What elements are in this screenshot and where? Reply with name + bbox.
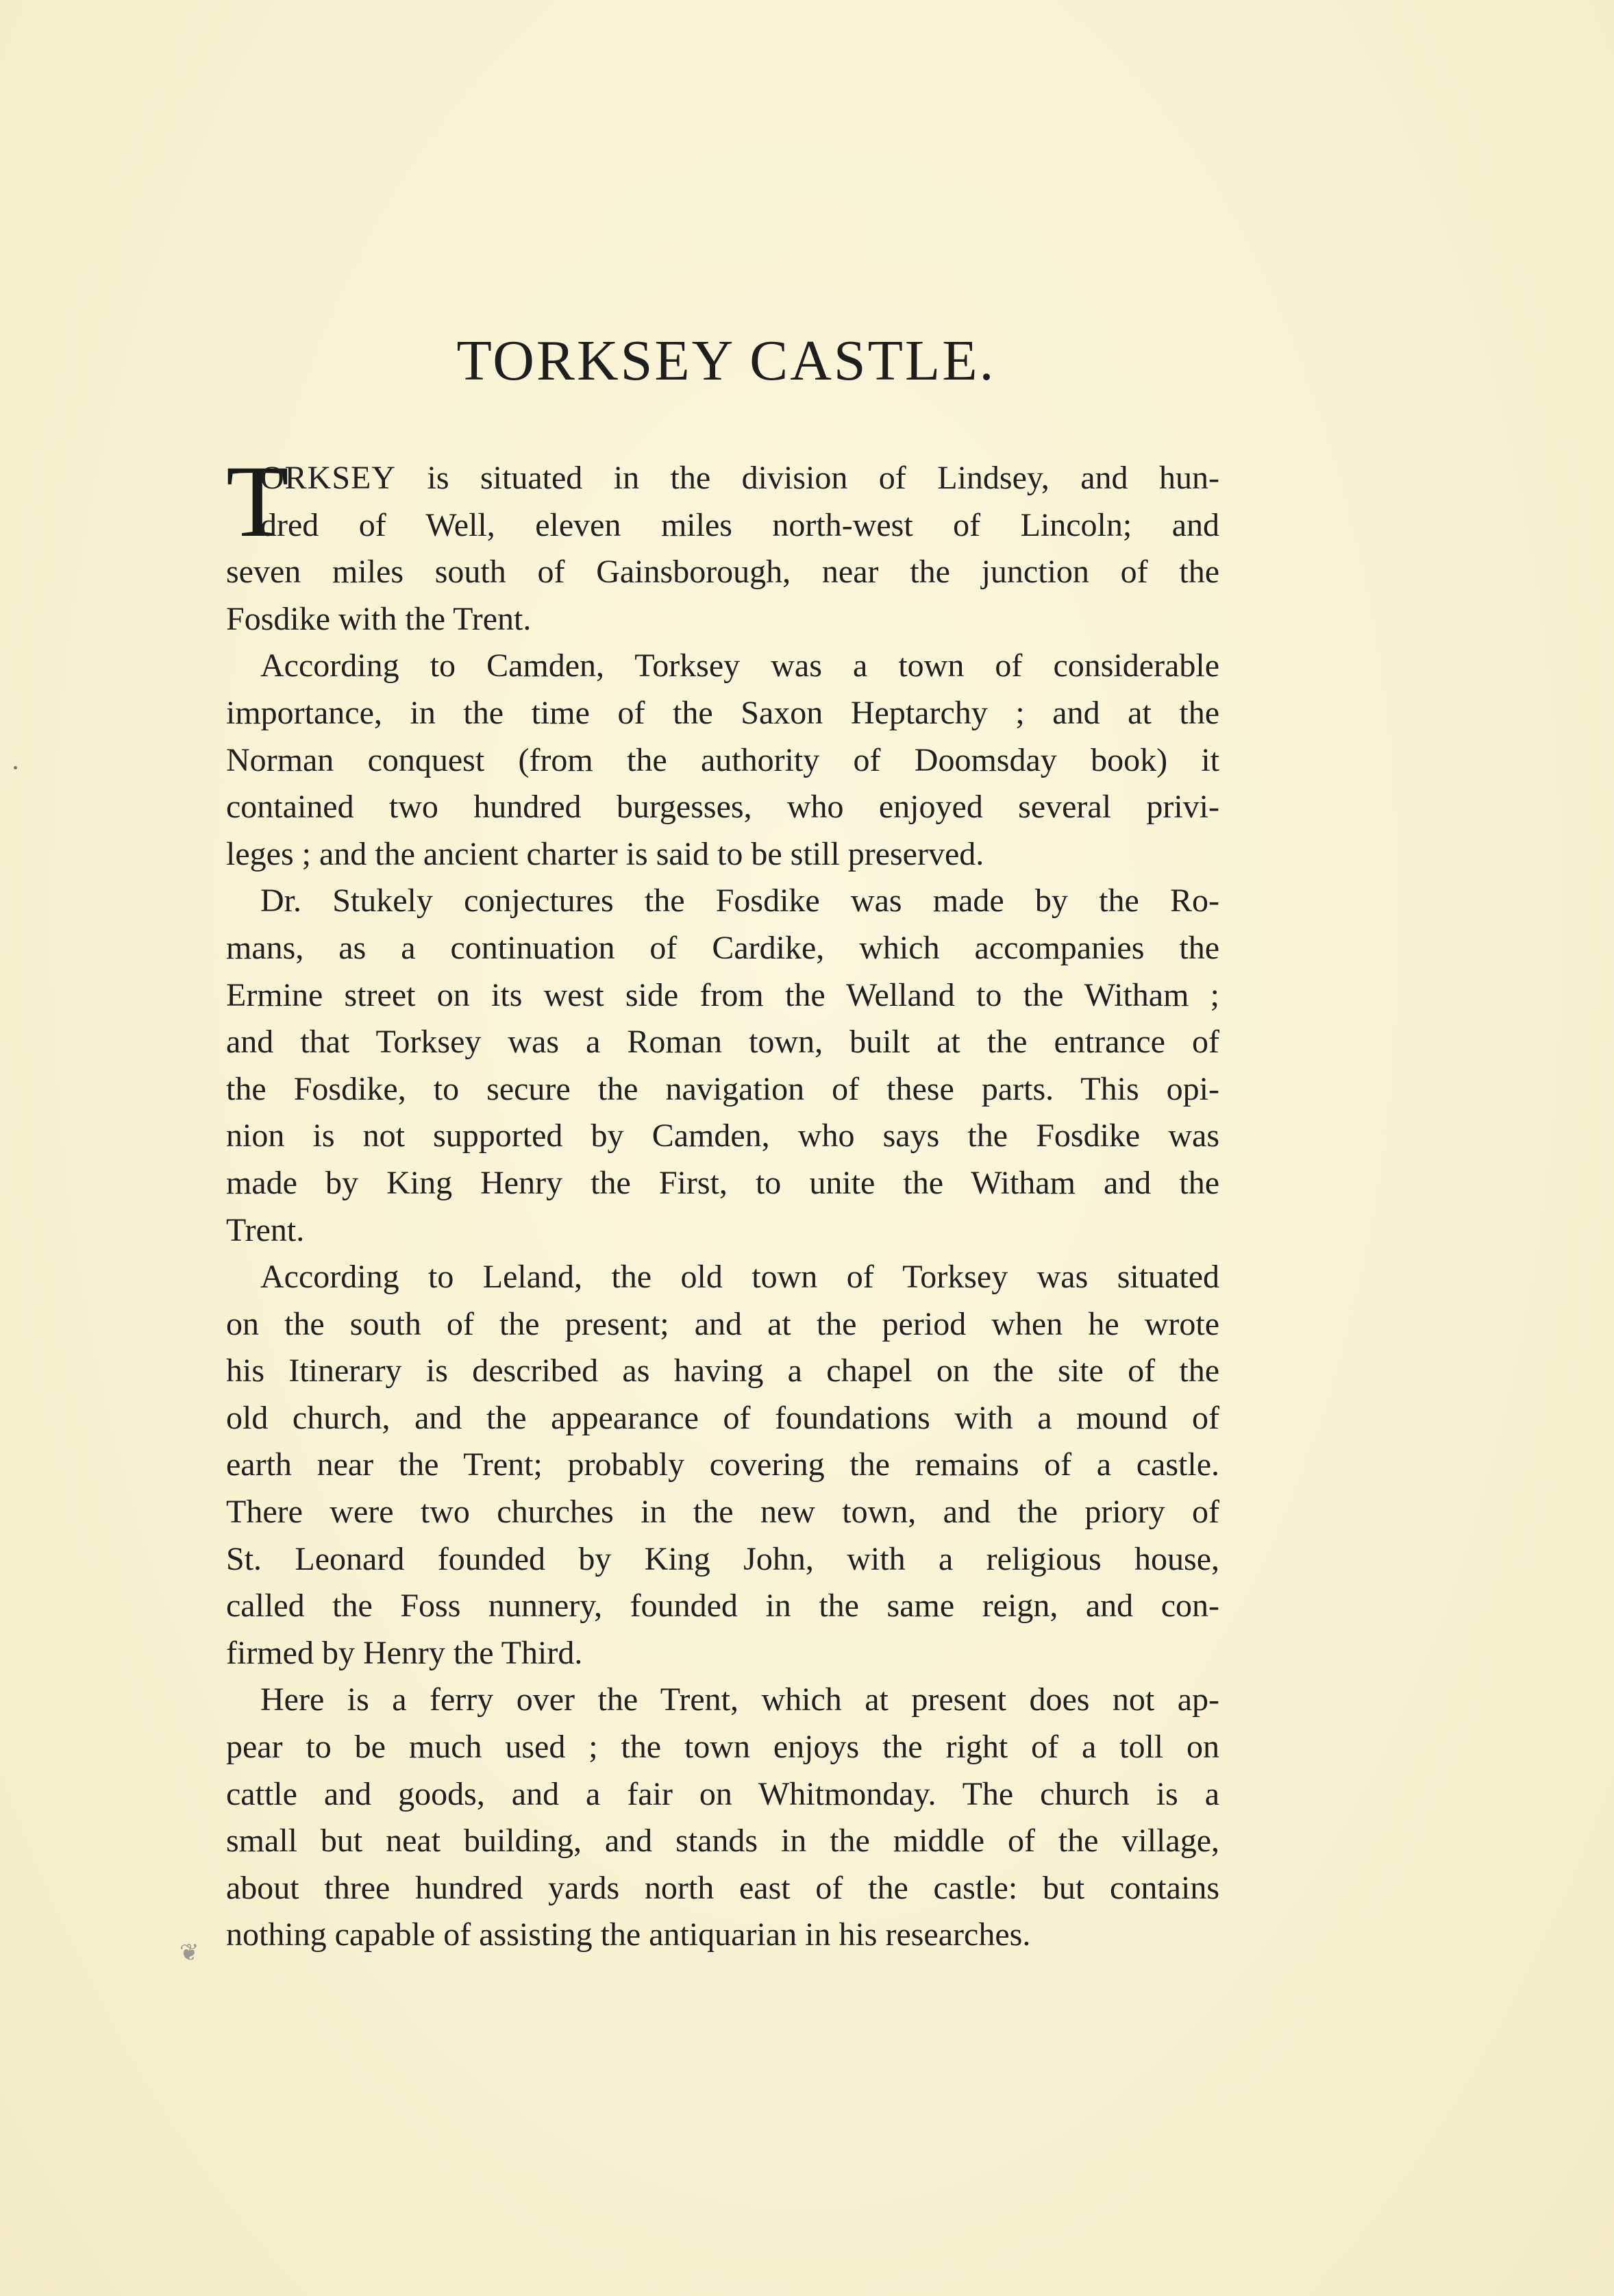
text-line: Norman conquest (from the authority of Doomsday book) it <box>226 741 1219 778</box>
page-title: TORKSEY CASTLE. <box>456 329 996 393</box>
text-line: earth near the Trent; probably covering the remains of a castle. <box>226 1446 1219 1483</box>
text-line: importance, in the time of the Saxon Heptarchy ; and at the <box>226 694 1219 731</box>
text-line: There were two churches in the new town, and the priory of <box>226 1494 1219 1531</box>
text-line: nothing capable of assisting the antiquarian in his researches. <box>226 1916 1031 1953</box>
text-line: his Itinerary is described as having a chapel on the site of the <box>226 1353 1219 1390</box>
text-line: contained two hundred burgesses, who enjoyed several privi- <box>226 789 1219 826</box>
text-line: According to Camden, Torksey was a town of considerable <box>260 647 1219 684</box>
text-line: leges ; and the ancient charter is said to be still preserved. <box>226 835 984 872</box>
text-line: Here is a ferry over the Trent, which at present does not ap- <box>260 1681 1219 1718</box>
drop-cap: T <box>226 445 289 558</box>
text-line: pear to be much used ; the town enjoys the right of a toll on <box>226 1729 1219 1766</box>
text-line: nion is not supported by Camden, who says the Fosdike was <box>226 1118 1219 1155</box>
text-line: Ermine street on its west side from the Welland to the Witham ; <box>226 976 1219 1013</box>
text-line: made by King Henry the First, to unite the Witham and the <box>226 1164 1219 1201</box>
body-text <box>226 445 1219 1959</box>
text-line: small but neat building, and stands in the middle of the village, <box>226 1823 1219 1860</box>
text-line: mans, as a continuation of Cardike, which accompanies the <box>226 929 1219 966</box>
text-line: cattle and goods, and a fair on Whitmonday. The church is a <box>226 1775 1219 1812</box>
first-line <box>226 455 1219 502</box>
text-line: According to Leland, the old town of Torksey was situated <box>260 1259 1219 1296</box>
text-line: firmed by Henry the Third. <box>226 1634 583 1671</box>
text-line: St. Leonard founded by King John, with a religious house, <box>226 1540 1219 1577</box>
margin-ornament-icon: ❦ <box>179 1939 199 1966</box>
text-line: the Fosdike, to secure the navigation of these parts. This opi- <box>226 1070 1219 1107</box>
first-line-rest: is situated in the division of Lindsey, and hun- <box>427 460 1219 496</box>
text-line: on the south of the present; and at the period when he wrote <box>226 1305 1219 1342</box>
text-line: Fosdike with the Trent. <box>226 600 532 637</box>
first-line-lead: ORKSEY <box>260 460 397 496</box>
text-line: called the Foss nunnery, founded in the same reign, and con- <box>226 1588 1219 1625</box>
text-line: and that Torksey was a Roman town, built at the entrance of <box>226 1024 1219 1061</box>
text-line: old church, and the appearance of foundations with a mound of <box>226 1399 1219 1436</box>
text-line: dred of Well, eleven miles north-west of Lincoln; and <box>260 506 1219 543</box>
text-line: seven miles south of Gainsborough, near the junction of the <box>226 554 1219 591</box>
text-line: Dr. Stukely conjectures the Fosdike was made by the Ro- <box>260 882 1219 919</box>
text-line: Trent. <box>226 1211 305 1248</box>
paper-speck <box>14 766 17 769</box>
text-line: about three hundred yards north east of the castle: but contains <box>226 1869 1219 1906</box>
